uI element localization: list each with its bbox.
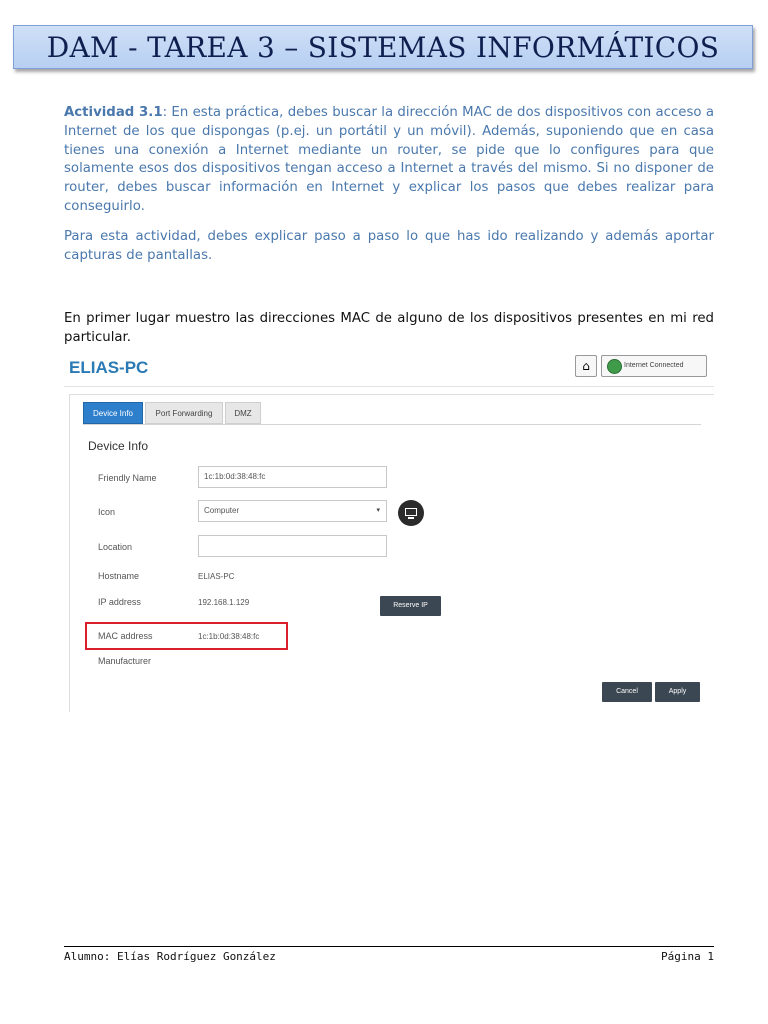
friendly-name-input[interactable]: 1c:1b:0d:38:48:fc [198,466,387,488]
reserve-ip-button[interactable]: Reserve IP [380,596,441,616]
footer-author: Alumno: Elías Rodríguez González [64,950,276,963]
activity-paragraph-1 [64,104,714,217]
globe-icon [607,359,622,374]
internet-status [601,355,707,377]
footer-divider [64,946,714,947]
section-title: Device Info [88,439,149,453]
chevron-down-icon: ▾ [376,507,380,514]
cancel-button[interactable]: Cancel [602,682,652,702]
footer-page-number: Página 1 [661,950,714,963]
page-title: DAM - TAREA 3 – SISTEMAS INFORMÁTICOS [46,31,720,64]
device-panel [69,394,714,712]
icon-select[interactable] [198,500,387,522]
friendly-name-label: Friendly Name [98,473,157,483]
internet-status-text: Internet Connected [624,362,684,369]
hostname-value: ELIAS-PC [198,572,235,581]
activity-text-1: : En esta práctica, debes buscar la dirección MAC de dos dispositivos con acceso a Internet de los que dispongas (p.ej. un portátil y un móvil). Además, suponiendo que en casa tienes una conexión a Internet mediante un router, se pide que lo configures para que solamente esos dos dispositivos tengan acceso a Internet a través del mismo. Si no disponer de router, debes buscar información en Internet y explicar los pasos que debes realizar para conseguirlo. [64,105,714,214]
icon-label: Icon [98,507,116,517]
router-top-bar [64,352,714,387]
hostname-label: Hostname [98,571,140,581]
manufacturer-label: Manufacturer [98,656,152,666]
activity-instructions [64,104,714,276]
home-icon[interactable]: ⌂ [575,355,597,377]
router-screenshot [64,352,714,712]
icon-select-value: Computer [204,506,240,515]
activity-heading: Actividad 3.1 [64,105,163,120]
ip-address-label: IP address [98,597,141,607]
ip-address-value: 192.168.1.129 [198,598,250,607]
tab-port-forwarding[interactable]: Port Forwarding [145,402,223,424]
page-title-banner [13,25,753,69]
router-device-title: ELIAS-PC [69,358,149,377]
activity-paragraph-2: Para esta actividad, debes explicar paso a paso lo que has ido realizando y además aportar capturas de pantallas. [64,228,714,263]
body-paragraph: En primer lugar muestro las direcciones MAC de alguno de los dispositivos presentes en mi red particular. [64,311,714,345]
location-label: Location [98,542,133,552]
computer-monitor-icon [398,500,424,526]
tab-divider [83,424,701,425]
location-input[interactable] [198,535,387,557]
tab-dmz[interactable]: DMZ [225,402,261,424]
mac-address-label: MAC address [98,631,153,641]
apply-button[interactable]: Apply [655,682,700,702]
mac-address-value: 1c:1b:0d:38:48:fc [198,632,260,641]
tab-device-info[interactable]: Device Info [83,402,143,424]
